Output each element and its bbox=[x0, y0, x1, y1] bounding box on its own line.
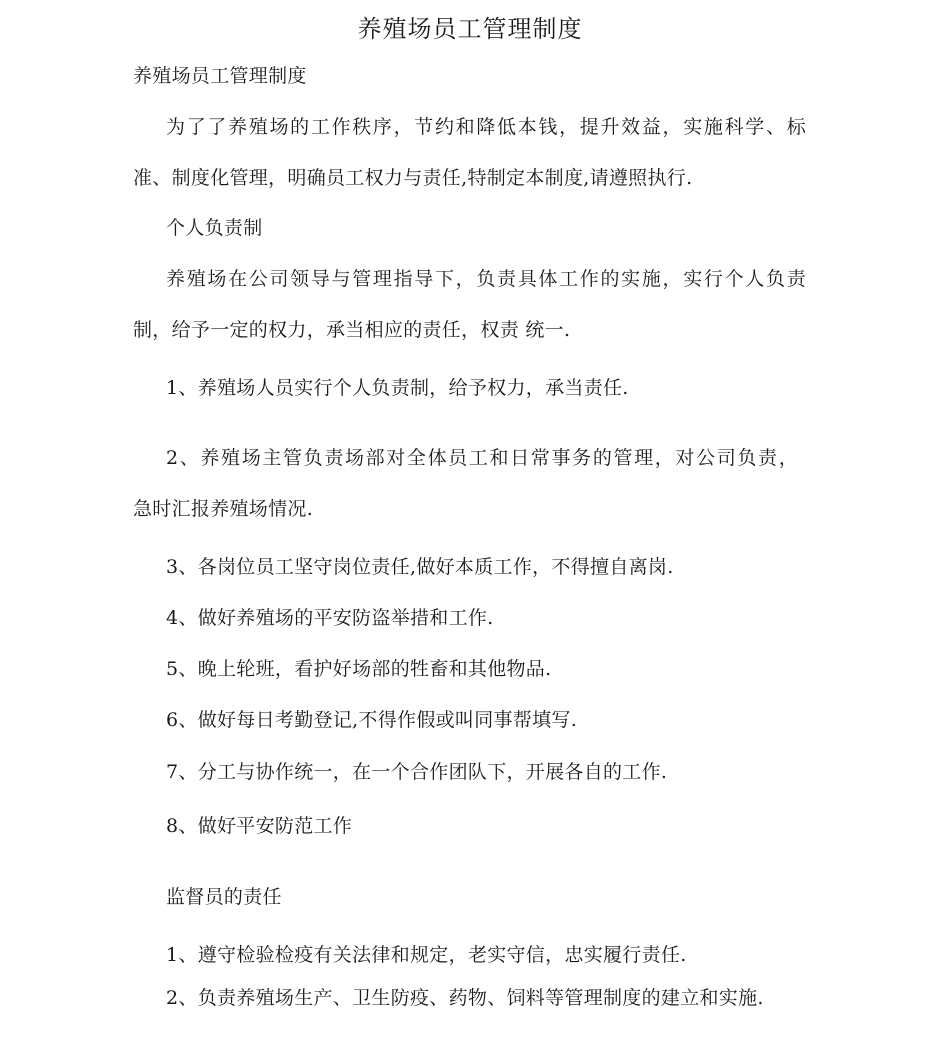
list-item: 1、养殖场人员实行个人负责制，给予权力，承当责任. bbox=[166, 377, 629, 399]
list-item: 8、做好平安防范工作 bbox=[166, 815, 353, 837]
list-item: 1、遵守检验检疫有关法律和规定，老实守信，忠实履行责任. bbox=[166, 944, 687, 966]
intro-line-1: 为了了养殖场的工作秩序，节约和降低本钱，提升效益，实施科学、标 bbox=[166, 116, 806, 138]
list-item: 2、养殖场主管负责场部对全体员工和日常事务的管理，对公司负责， bbox=[166, 447, 798, 469]
list-item: 3、各岗位员工坚守岗位责任,做好本质工作，不得擅自离岗. bbox=[166, 556, 674, 578]
list-item: 7、分工与协作统一，在一个合作团队下，开展各自的工作. bbox=[166, 761, 668, 783]
section-heading-supervisor-duties: 监督员的责任 bbox=[166, 886, 282, 908]
intro-line-2: 准、制度化管理，明确员工权力与责任,特制定本制度,请遵照执行. bbox=[133, 167, 693, 189]
list-item: 6、做好每日考勤登记,不得作假或叫同事帮填写. bbox=[166, 709, 578, 731]
list-item: 2、负责养殖场生产、卫生防疫、药物、饲料等管理制度的建立和实施. bbox=[166, 987, 764, 1009]
section-heading-personal-responsibility: 个人负责制 bbox=[166, 217, 263, 239]
list-item: 5、晚上轮班，看护好场部的牲畜和其他物品. bbox=[166, 658, 552, 680]
section1-paragraph-line-2: 制，给予一定的权力，承当相应的责任，权责 统一. bbox=[133, 319, 571, 341]
document-subtitle: 养殖场员工管理制度 bbox=[133, 65, 307, 87]
list-item: 4、做好养殖场的平安防盗举措和工作. bbox=[166, 607, 494, 629]
document-title: 养殖场员工管理制度 bbox=[357, 15, 583, 43]
section1-paragraph-line-1: 养殖场在公司领导与管理指导下，负责具体工作的实施，实行个人负责 bbox=[166, 268, 806, 290]
list-item-continuation: 急时汇报养殖场情况. bbox=[133, 498, 314, 520]
